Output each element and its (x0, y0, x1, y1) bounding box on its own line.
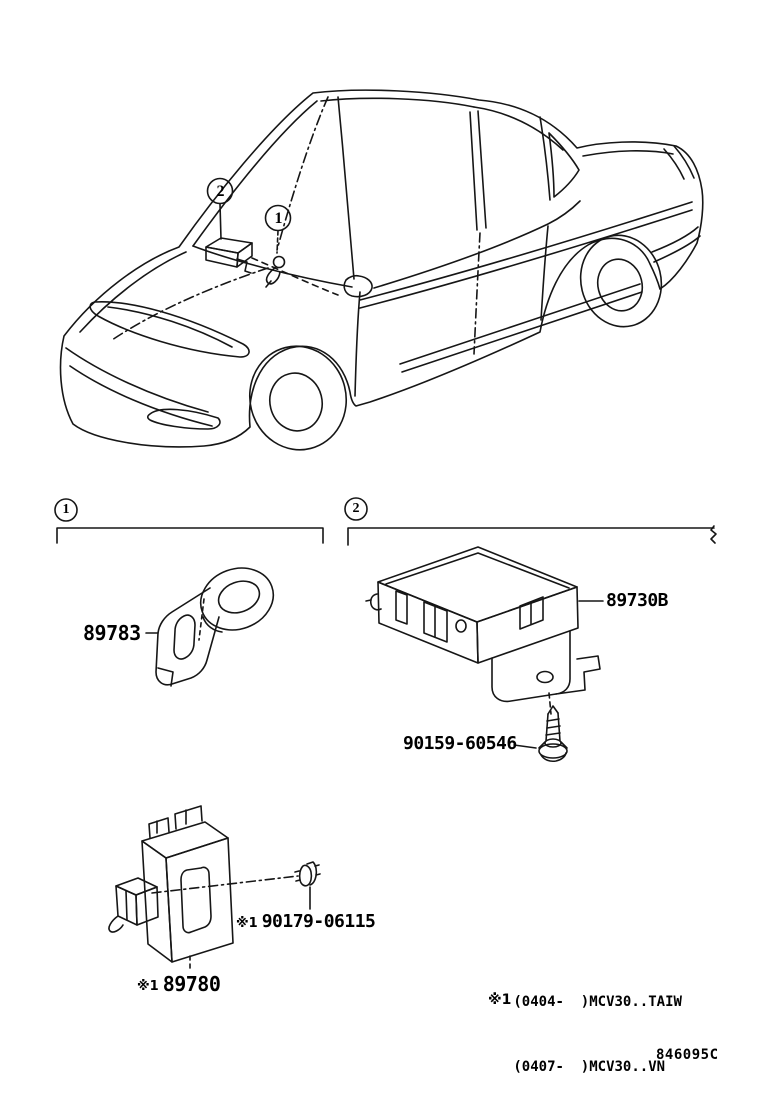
note-line-1 (488, 990, 682, 1013)
part-label-89780[interactable] (137, 974, 220, 994)
part-number-89780: 89780 (162, 972, 221, 996)
bracket-screw-drawing (514, 693, 567, 761)
car-drawing (61, 90, 703, 460)
car-callout-2-number[interactable]: 2 (216, 183, 225, 200)
section-1-number[interactable]: 1 (62, 502, 70, 517)
note-line-2-text: (0407- )MCV30..VN (513, 1059, 666, 1075)
ref-marker-2: ※1 (137, 979, 159, 994)
section-1-bracket (55, 499, 323, 543)
antenna-part-sketch (206, 238, 338, 295)
nut-drawing (295, 862, 320, 909)
part-label-89783[interactable]: 89783 (83, 621, 141, 645)
part-89783-drawing (146, 558, 282, 686)
applicability-note (488, 948, 682, 1099)
ref-marker-1: ※1 (236, 916, 258, 931)
note-marker: ※1 (488, 992, 512, 1008)
part-label-90179-06115[interactable] (236, 913, 375, 931)
figure-code: 846095C (656, 1047, 719, 1063)
section-2-number[interactable]: 2 (352, 501, 360, 516)
part-label-90159-60546[interactable]: 90159-60546 (403, 733, 517, 754)
note-line-1-text: (0404- )MCV30..TAIW (513, 994, 682, 1010)
note-line-2 (488, 1055, 682, 1078)
part-number-90179: 90179-06115 (261, 911, 376, 932)
part-89730b-drawing (366, 547, 603, 701)
part-label-89730b[interactable]: 89730B (606, 590, 669, 611)
car-callout-1-number[interactable]: 1 (274, 210, 283, 227)
part-89780-drawing (109, 806, 298, 971)
section-2-bracket (345, 498, 716, 545)
